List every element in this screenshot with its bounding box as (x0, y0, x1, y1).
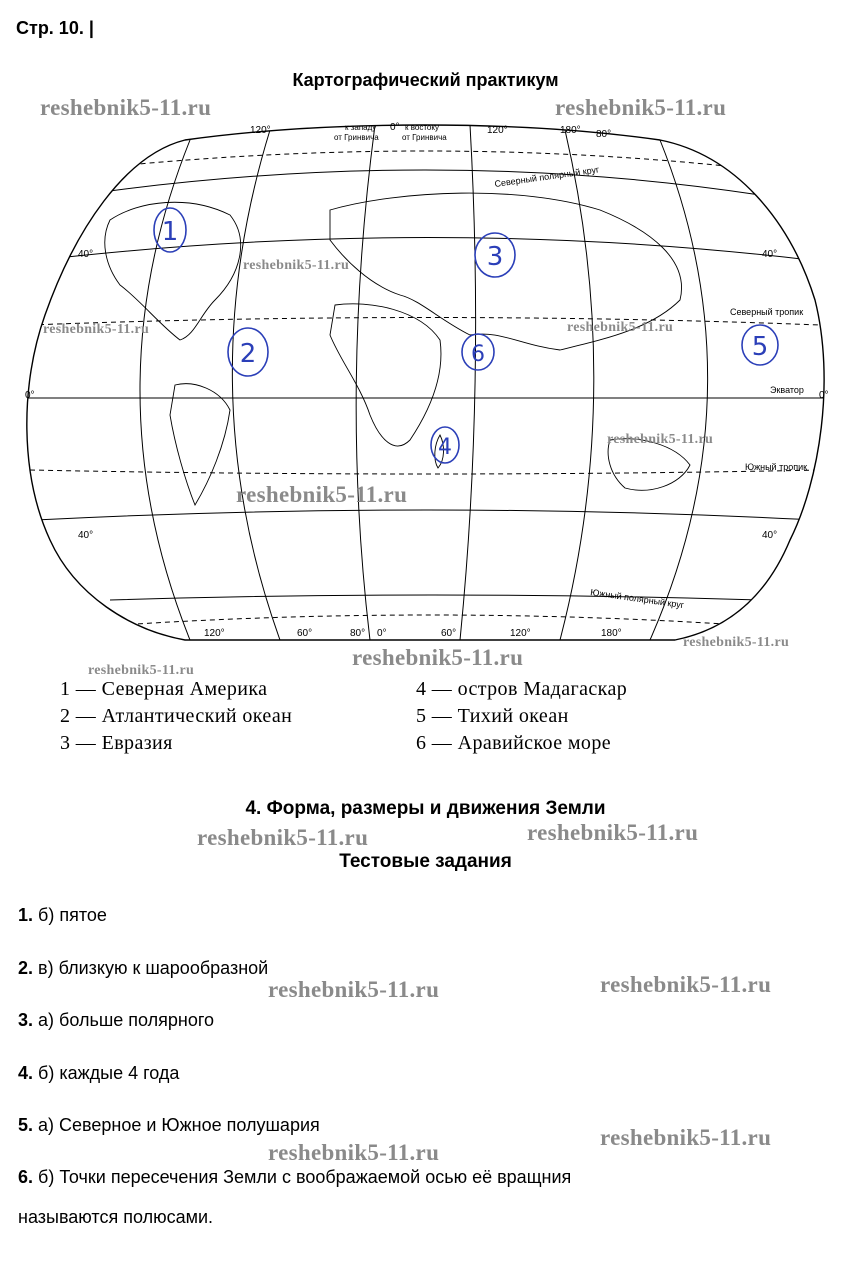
map-title: Картографический практикум (292, 70, 559, 90)
watermark: reshebnik5-11.ru (43, 322, 150, 337)
answer-5: 5. а) Северное и Южное полушария (18, 1115, 320, 1135)
legend-item: 1 — Северная Америка (60, 678, 268, 700)
watermark: reshebnik5-11.ru (527, 820, 699, 845)
watermark: reshebnik5-11.ru (40, 95, 212, 120)
watermark: reshebnik5-11.ru (567, 320, 674, 335)
lat-right-0: 0° (819, 390, 829, 401)
lat-left-40s: 40° (78, 530, 94, 541)
watermark: reshebnik5-11.ru (268, 977, 440, 1002)
section-title: 4. Форма, размеры и движения Земли (245, 798, 606, 819)
lon-bottom-80: 80° (350, 628, 366, 639)
north-tropic-label: Северный тропик (730, 307, 804, 317)
page-number: Стр. 10. | (16, 18, 94, 38)
watermark: reshebnik5-11.ru (88, 663, 195, 678)
answer-1: 1. б) пятое (18, 905, 107, 925)
legend-item: 2 — Атлантический океан (60, 705, 293, 727)
mark-1: 1 (161, 217, 179, 247)
lon-bottom-0: 0° (377, 628, 387, 639)
lon-top-west: к западу (345, 123, 377, 132)
lon-top-east-greenwich: от Гринвича (402, 133, 447, 142)
answer-6-continuation: называются полюсами. (18, 1207, 214, 1227)
answer-2: 2. в) близкую к шарообразной (18, 958, 269, 978)
mark-6: 6 (471, 342, 485, 367)
watermark: reshebnik5-11.ru (268, 1140, 440, 1165)
watermark: reshebnik5-11.ru (352, 645, 524, 670)
section-subtitle: Тестовые задания (339, 851, 512, 872)
north-polar-circle-label: Северный полярный круг (493, 164, 600, 189)
watermark: reshebnik5-11.ru (600, 1125, 772, 1150)
lat-left-0: 0° (25, 390, 35, 401)
lon-top-west-greenwich: от Гринвича (334, 133, 379, 142)
lon-bottom-120w: 120° (204, 628, 225, 639)
watermark: reshebnik5-11.ru (555, 95, 727, 120)
equator-label: Экватор (770, 385, 804, 395)
lat-left-40n: 40° (78, 249, 94, 260)
lon-top-120w: 120° (250, 125, 271, 136)
watermark: reshebnik5-11.ru (683, 635, 790, 650)
lon-top-0: 0° (390, 122, 400, 133)
lon-bottom-120e: 120° (510, 628, 531, 639)
mark-5: 5 (751, 332, 769, 362)
legend-item: 4 — остров Мадагаскар (416, 678, 628, 700)
answer-4: 4. б) каждые 4 года (18, 1063, 180, 1083)
legend-item: 6 — Аравийское море (416, 732, 612, 754)
legend-item: 3 — Евразия (60, 732, 173, 754)
south-tropic-label: Южный тропик (745, 462, 808, 472)
answer-6: 6. б) Точки пересечения Земли с воображаемой осью её вращния (18, 1167, 572, 1187)
lon-top-80: 80° (596, 129, 612, 140)
watermark: reshebnik5-11.ru (607, 432, 714, 447)
lon-top-east: к востоку (405, 123, 439, 132)
world-map (0, 100, 851, 660)
mark-2: 2 (239, 339, 257, 369)
answer-3: 3. а) больше полярного (18, 1010, 215, 1030)
watermark: reshebnik5-11.ru (236, 482, 408, 507)
lat-right-40n: 40° (762, 249, 778, 260)
watermark: reshebnik5-11.ru (600, 972, 772, 997)
lon-bottom-180: 180° (601, 628, 622, 639)
lon-bottom-60e: 60° (441, 628, 457, 639)
mark-3: 3 (486, 242, 504, 272)
watermark: reshebnik5-11.ru (197, 825, 369, 850)
watermark: reshebnik5-11.ru (243, 258, 350, 273)
lon-top-180: 180° (560, 125, 581, 136)
lon-top-120e: 120° (487, 125, 508, 136)
mark-4: 4 (438, 435, 452, 460)
lat-right-40s: 40° (762, 530, 778, 541)
lon-bottom-60w: 60° (297, 628, 313, 639)
legend-item: 5 — Тихий океан (416, 705, 569, 727)
south-polar-circle-label: Южный полярный круг (589, 587, 685, 611)
